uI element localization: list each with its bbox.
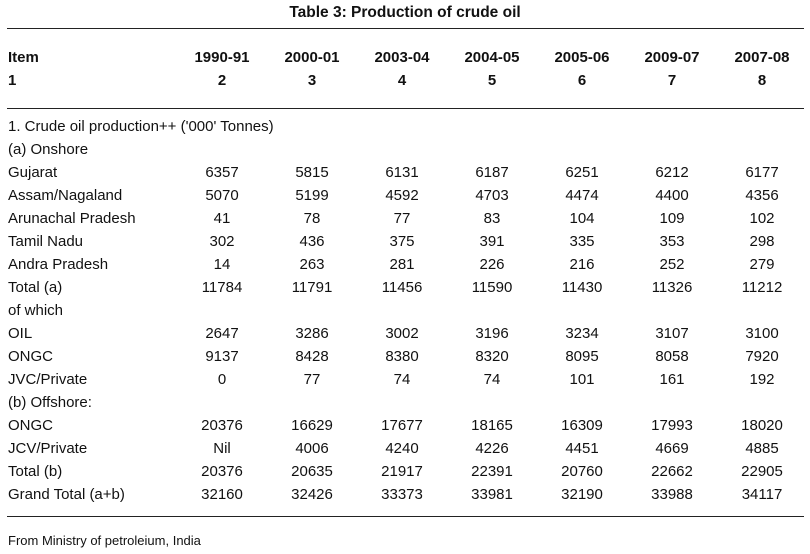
table-cell: 18020 [741,417,783,434]
row-label: Total (a) [8,279,63,296]
source-note: From Ministry of petroleium, India [8,533,201,548]
table-row [0,187,810,209]
table-cell: 33988 [651,486,693,503]
row-label: 1. Crude oil production++ ('000' Tonnes) [8,118,274,135]
table-title: Table 3: Production of crude oil [289,4,521,21]
table-cell: 302 [209,233,235,250]
table-cell: 20760 [561,463,603,480]
column-header-year: 2005-06 [554,49,610,66]
table-cell: 11590 [471,279,513,296]
table-cell: 32426 [291,486,333,503]
table-cell: 11456 [381,279,423,296]
table-cell: 2647 [205,325,239,342]
row-label: (b) Offshore: [8,394,92,411]
table-cell: 104 [569,210,595,227]
table-cell: 3234 [565,325,599,342]
table-row [0,394,810,416]
table-cell: 375 [389,233,415,250]
table-cell: 78 [303,210,321,227]
item-column-number: 1 [8,72,17,89]
table-cell: 20635 [291,463,333,480]
table-cell: 101 [569,371,595,388]
table-cell: 298 [749,233,775,250]
table-cell: 6177 [745,164,779,181]
table-cell: 3196 [475,325,509,342]
table-row [0,118,810,140]
table-row [0,371,810,393]
table-cell: 4885 [745,440,779,457]
header-rule [7,108,804,109]
table-cell: 192 [749,371,775,388]
table-cell: 74 [483,371,501,388]
table-cell: 22662 [651,463,693,480]
column-header-year: 2007-08 [734,49,790,66]
table-cell: 4451 [565,440,599,457]
table-row [0,486,810,508]
table-cell: 8095 [565,348,599,365]
table-cell: 4703 [475,187,509,204]
column-header-year: 2004-05 [464,49,520,66]
table-cell: 6131 [385,164,419,181]
table-cell: 4226 [475,440,509,457]
table-cell: 22905 [741,463,783,480]
table-cell: 4006 [295,440,329,457]
table-cell: 74 [393,371,411,388]
column-header-number: 4 [397,72,407,89]
table-row [0,463,810,485]
table-cell: 6187 [475,164,509,181]
row-label: Total (b) [8,463,63,480]
row-label: JCV/Private [8,440,88,457]
row-label: Grand Total (a+b) [8,486,125,503]
row-label: of which [8,302,64,319]
row-label: Tamil Nadu [8,233,84,250]
table-cell: 5199 [295,187,329,204]
table-cell: 0 [217,371,227,388]
table-cell: 17993 [651,417,693,434]
row-label: ONGC [8,348,53,365]
table-cell: 7920 [745,348,779,365]
column-header-year: 2009-07 [644,49,700,66]
table-cell: 3107 [655,325,689,342]
column-header-number: 6 [577,72,587,89]
table-cell: 4400 [655,187,689,204]
row-label: Arunachal Pradesh [8,210,136,227]
column-header-number: 3 [307,72,317,89]
table-cell: 18165 [471,417,513,434]
table-row [0,256,810,278]
row-label: ONGC [8,417,53,434]
table-cell: 226 [479,256,505,273]
table-cell: 279 [749,256,775,273]
table-cell: 22391 [471,463,513,480]
table-cell: 5070 [205,187,239,204]
table-cell: 20376 [201,463,243,480]
table-cell: 335 [569,233,595,250]
table-cell: 6212 [655,164,689,181]
table-cell: 17677 [381,417,423,434]
table-cell: 436 [299,233,325,250]
column-header-number: 5 [487,72,497,89]
table-cell: 4592 [385,187,419,204]
table-cell: 41 [213,210,231,227]
table-row [0,440,810,462]
table-row [0,233,810,255]
table-cell: 353 [659,233,685,250]
table-cell: 5815 [295,164,329,181]
row-label: JVC/Private [8,371,88,388]
table-cell: 8428 [295,348,329,365]
row-label: Assam/Nagaland [8,187,123,204]
table-cell: 102 [749,210,775,227]
table-cell: 252 [659,256,685,273]
table-row [0,141,810,163]
table-cell: 11791 [291,279,333,296]
table-cell: 11784 [201,279,243,296]
column-header-year: 2000-01 [284,49,340,66]
table-cell: 16309 [561,417,603,434]
table-row [0,325,810,347]
table-cell: 4669 [655,440,689,457]
table-cell: 77 [393,210,411,227]
table-cell: 11326 [651,279,693,296]
table-row [0,302,810,324]
column-header-number: 2 [217,72,227,89]
item-header: Item [8,49,39,66]
table-cell: 8380 [385,348,419,365]
table-row [0,417,810,439]
row-label: (a) Onshore [8,141,89,158]
table-cell: 281 [389,256,415,273]
row-label: OIL [8,325,33,342]
table-cell: 3100 [745,325,779,342]
column-header-year: 2003-04 [374,49,430,66]
table-cell: 3286 [295,325,329,342]
table-cell: 6251 [565,164,599,181]
table-cell: 9137 [205,348,239,365]
row-label: Andra Pradesh [8,256,109,273]
table-cell: 83 [483,210,501,227]
column-header-number: 7 [667,72,677,89]
table-row [0,348,810,370]
table-row [0,164,810,186]
column-header-number: 8 [757,72,767,89]
table-row [0,279,810,301]
table-cell: 8320 [475,348,509,365]
table-cell: 20376 [201,417,243,434]
table-cell: 32160 [201,486,243,503]
table-cell: 33981 [471,486,513,503]
table-cell: 8058 [655,348,689,365]
table-row [0,210,810,232]
table-cell: 34117 [741,486,783,503]
table-cell: 4356 [745,187,779,204]
column-header-year: 1990-91 [194,49,250,66]
table-cell: 6357 [205,164,239,181]
table-cell: 14 [213,256,231,273]
table-cell: 161 [659,371,685,388]
table-cell: 32190 [561,486,603,503]
table-cell: 21917 [381,463,423,480]
table-cell: 263 [299,256,325,273]
row-label: Gujarat [8,164,58,181]
bottom-rule [7,516,804,517]
table-cell: 77 [303,371,321,388]
table-cell: Nil [213,440,231,457]
table-cell: 16629 [291,417,333,434]
table-cell: 4240 [385,440,419,457]
table-cell: 3002 [385,325,419,342]
table-cell: 216 [569,256,595,273]
table-cell: 11430 [561,279,603,296]
table-cell: 11212 [741,279,783,296]
top-rule [7,28,804,29]
table-cell: 33373 [381,486,423,503]
table-cell: 391 [479,233,505,250]
table-cell: 109 [659,210,685,227]
table-cell: 4474 [565,187,599,204]
